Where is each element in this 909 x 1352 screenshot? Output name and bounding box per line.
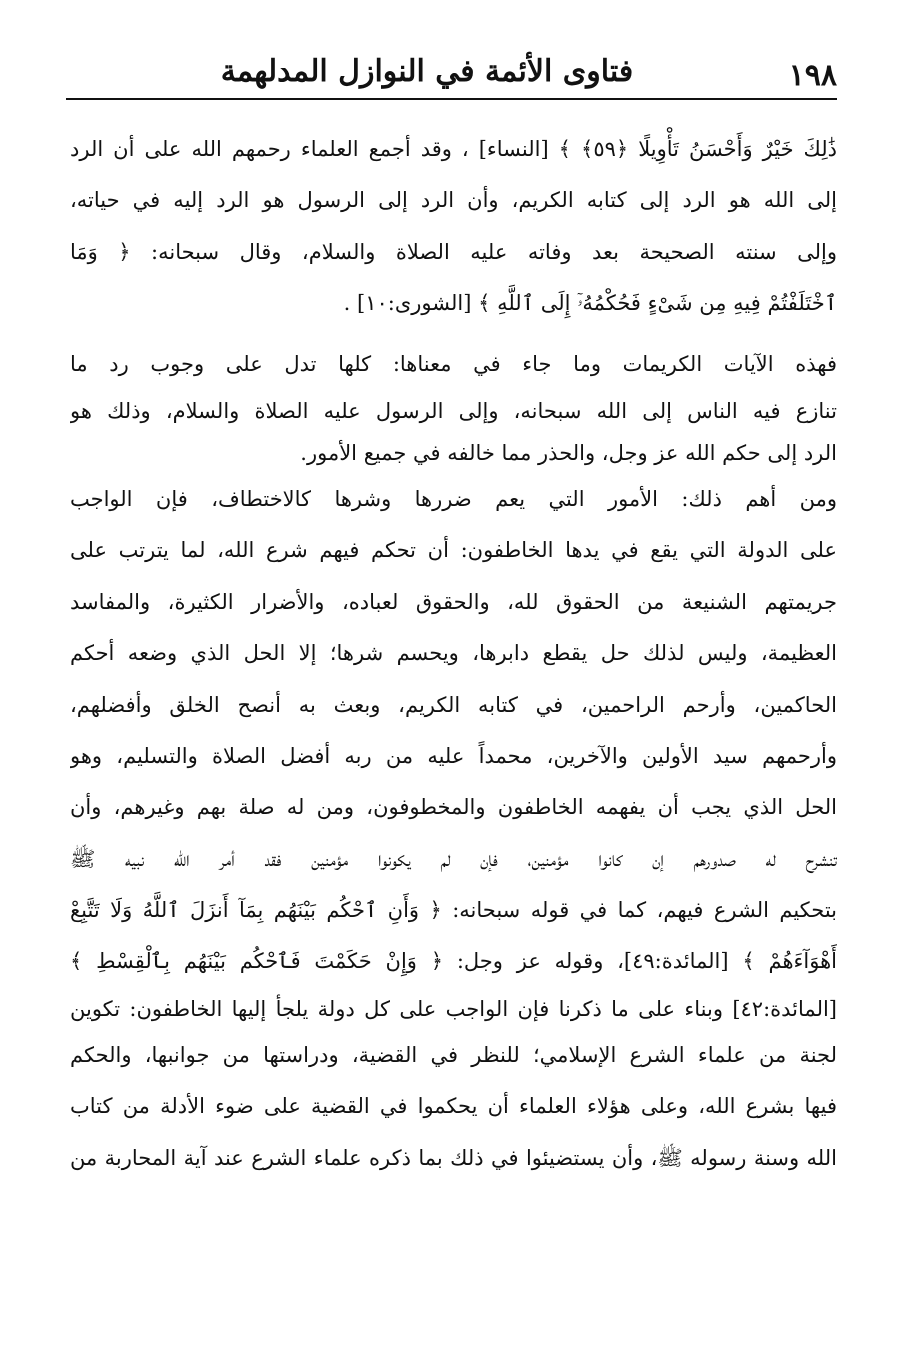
text-line: فيها بشرع الله، وعلى هؤلاء العلماء أن يحكموا في القضية على ضوء الأدلة من كتاب (70, 1094, 837, 1119)
page-number: ١٩٨ (788, 58, 837, 93)
text-line: جريمتهم الشنيعة من الحقوق لله، والحقوق لعباده، والأضرار الكثيرة، والمفاسد (70, 589, 837, 614)
text-line: إلى الله هو الرد إلى كتابه الكريم، وأن الرد إلى الرسول هو الرد إليه في حياته، (70, 188, 837, 213)
text-line: فهذه الآيات الكريمات وما جاء في معناها: كلها تدل على وجوب رد ما (70, 351, 837, 376)
text-line: ٱخْتَلَفْتُمْ فِيهِ مِن شَىْءٍ فَحُكْمُهُۥٓ إِلَى ٱللَّهِ ﴾ [الشورى:١٠] . (343, 291, 837, 316)
text-line: أَهْوَآءَهُمْ ﴾ [المائدة:٤٩]، وقوله عز وجل: ﴿ وَإِنْ حَكَمْتَ فَٱحْكُم بَيْنَهُم بِٱلْقِسْطِ ﴾ (70, 949, 837, 974)
text-line: بتحكيم الشرع فيهم، كما في قوله سبحانه: ﴿ وَأَنِ ٱحْكُم بَيْنَهُم بِمَآ أَنزَلَ ٱللَّهُ وَلَا تَتَّبِعْ (70, 898, 837, 923)
page-header (66, 52, 837, 106)
text-line: ومن أهم ذلك: الأمور التي يعم ضررها وشرها كالاختطاف، فإن الواجب (70, 486, 837, 511)
text-line: [المائدة:٤٢] وبناء على ما ذكرنا فإن الواجب على كل دولة يلجأ إليها الخاطفون: تكوين (70, 996, 837, 1021)
text-line: تنشرح له صدورهم إن كانوا مؤمنين، فإن لم يكونوا مؤمنين فقد أمر الله نبيه ﷺ (70, 846, 837, 871)
text-line: وأرحمهم سيد الأولين والآخرين، محمداً عليه من ربه أفضل الصلاة والتسليم، وهو (70, 743, 837, 768)
text-line: لجنة من علماء الشرع الإسلامي؛ للنظر في القضية، ودراستها من جوانبها، والحكم (70, 1042, 837, 1067)
running-title: فتاوى الأئمة في النوازل المدلهمة (220, 54, 634, 89)
text-line: على الدولة التي يقع في يدها الخاطفون: أن تحكم فيهم شرع الله، لما يترتب على (70, 538, 837, 563)
header-rule (66, 98, 837, 100)
text-line: وإلى سنته الصحيحة بعد وفاته عليه الصلاة والسلام، وقال سبحانه: ﴿ وَمَا (70, 239, 837, 264)
text-line: الله وسنة رسوله ﷺ، وأن يستضيئوا في ذلك بما ذكره علماء الشرع عند آية المحاربة من (70, 1145, 837, 1170)
text-line: تنازع فيه الناس إلى الله سبحانه، وإلى الرسول عليه الصلاة والسلام، وذلك هو (70, 398, 837, 423)
text-line: الحل الذي يجب أن يفهمه الخاطفون والمخطوفون، ومن له صلة بهم وغيرهم، وأن (70, 795, 837, 820)
text-line: العظيمة، وليس لذلك حل يقطع دابرها، ويحسم شرها؛ إلا الحل الذي وضعه أحكم (70, 641, 837, 666)
text-line: الحاكمين، وأرحم الراحمين، في كتابه الكريم، وبعث به أنصح الخلق وأفضلهم، (70, 692, 837, 717)
body-text (70, 124, 837, 1184)
text-line: ذَٰلِكَ خَيْرٌ وَأَحْسَنُ تَأْوِيلًا ﴿٥٩﴾ ﴾ [النساء] ، وقد أجمع العلماء رحمهم الله على أن الرد (70, 137, 837, 161)
text-line: الرد إلى حكم الله عز وجل، والحذر مما خالفه في جميع الأمور. (300, 440, 837, 465)
